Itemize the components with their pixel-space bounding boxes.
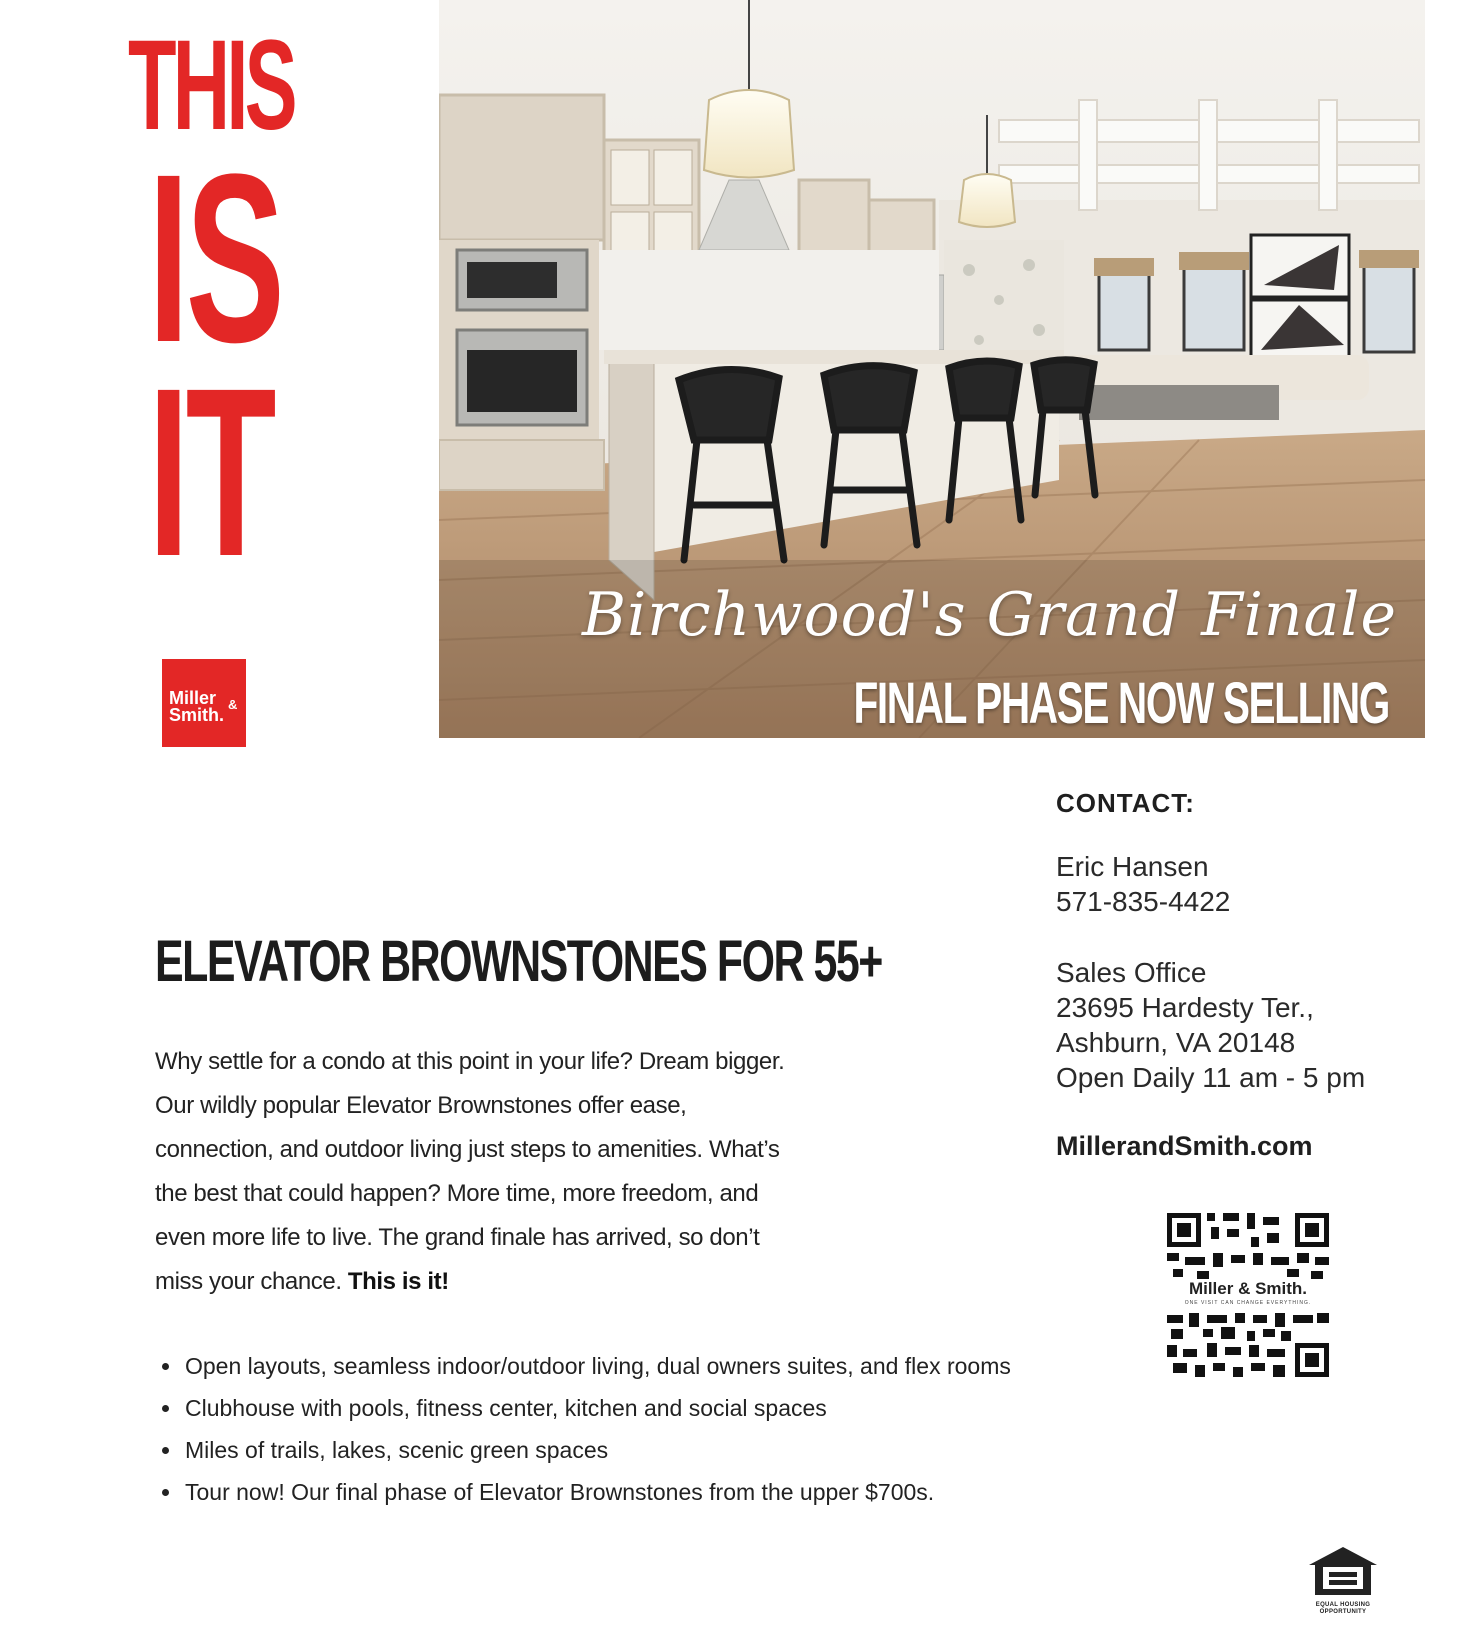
kitchen-photo: [439, 0, 1425, 738]
list-item: Clubhouse with pools, fitness center, kitchen and social spaces: [162, 1387, 1011, 1429]
body-emphasis: This is it!: [347, 1268, 449, 1295]
sales-office-label: Sales Office: [1056, 957, 1207, 988]
hero-word-is: IS: [148, 124, 282, 392]
website-link[interactable]: MillerandSmith.com: [1056, 1131, 1313, 1161]
equal-housing-line-1: EQUAL HOUSING: [1315, 1602, 1371, 1608]
logo-text-smith: Smith.: [169, 705, 225, 725]
photo-script-title: Birchwood's Grand Finale: [581, 580, 1397, 650]
contact-block: [1056, 788, 1365, 1162]
body-paragraph: [155, 1040, 795, 1304]
qr-brand: Miller & Smith.: [1188, 1279, 1308, 1298]
logo-text-ampersand: &: [228, 697, 238, 712]
equal-housing-line-2: OPPORTUNITY: [1319, 1609, 1367, 1615]
qr-tagline: ONE VISIT CAN CHANGE EVERYTHING.: [1184, 1300, 1312, 1306]
contact-heading: CONTACT:: [1056, 788, 1195, 818]
equal-housing-icon: [1307, 1545, 1379, 1616]
logo-text-miller: Miller: [169, 688, 217, 708]
photo-subtitle: FINAL PHASE NOW SELLING: [853, 671, 1389, 736]
list-item: Miles of trails, lakes, scenic green spaces: [162, 1429, 1011, 1471]
address-line-1: 23695 Hardesty Ter.,: [1056, 992, 1314, 1023]
hero-word-it: IT: [148, 338, 273, 606]
contact-phone[interactable]: 571-835-4422: [1056, 886, 1231, 917]
address-line-2: Ashburn, VA 20148: [1056, 1027, 1296, 1058]
list-item: Open layouts, seamless indoor/outdoor living, dual owners suites, and flex rooms: [162, 1345, 1011, 1387]
hero-word-this: THIS: [128, 14, 294, 157]
contact-name: Eric Hansen: [1056, 851, 1209, 882]
body-text: Why settle for a condo at this point in your life? Dream bigger. Our wildly popular Elevator Brownstones offer ease, connection, and outdoor living just steps to amenities. What’s the best that could happen? More time, more freedom, and even more life to live. The grand finale has arrived, so don’t miss your chance.: [155, 1048, 785, 1295]
headline: ELEVATOR BROWNSTONES FOR 55+: [155, 929, 882, 994]
qr-code-icon[interactable]: [1167, 1213, 1329, 1377]
list-item: Tour now! Our final phase of Elevator Brownstones from the upper $700s.: [162, 1471, 1011, 1513]
equal-housing-house-icon: [1307, 1545, 1379, 1597]
feature-list: [162, 1345, 1011, 1513]
qr-label: [1167, 1279, 1329, 1311]
office-hours: Open Daily 11 am - 5 pm: [1056, 1062, 1366, 1093]
miller-smith-logo: [162, 659, 246, 747]
